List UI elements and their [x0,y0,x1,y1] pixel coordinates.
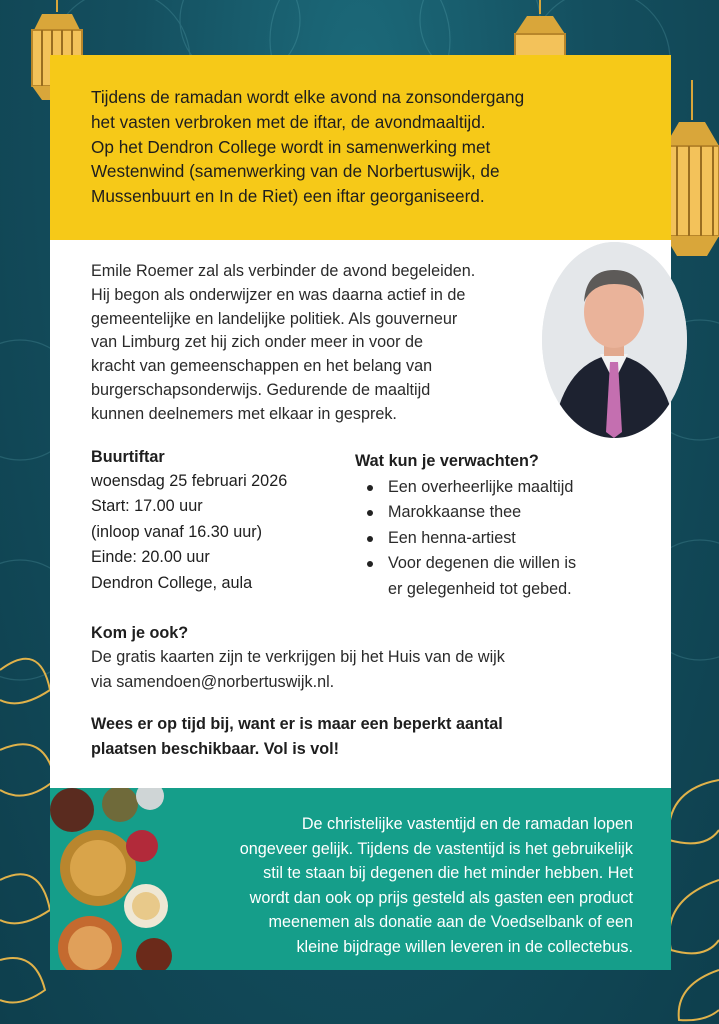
list-item: Marokkaanse thee [355,500,655,526]
bio-line: kunnen deelnemers met elkaar in gesprek. [91,404,397,423]
list-item: Een henna-artiest [355,526,655,552]
event-start: Start: 17.00 uur [91,497,203,516]
lantern-center-icon [505,0,575,60]
info-columns [91,445,671,603]
tickets-text [91,645,651,695]
list-item [355,551,655,602]
tickets-line: via samendoen@norbertuswijk.nl. [91,672,335,691]
footer-line: wordt dan ook op prijs gesteld als gasten een product [249,888,633,907]
event-details [91,445,355,603]
footer-line: kleine bijdrage willen leveren in de collectebus. [296,937,633,956]
intro-line: het vasten verbroken met de iftar, de avondmaaltijd. [91,111,486,132]
tickets-section [91,621,671,695]
footer-text [173,812,633,960]
footer-line: meenemen als donatie aan de Voedselbank of een [268,913,633,932]
lantern-right-icon [665,80,719,270]
intro-line: Tijdens de ramadan wordt elke avond na zonsondergang [91,87,525,107]
bio-line: Hij begon als onderwijzer en was daarna actief in de [91,285,466,304]
bio-line: gemeentelijke en landelijke politiek. Als gouverneur [91,309,458,328]
expect-title: Wat kun je verwachten? [355,451,539,470]
bio-text [91,260,551,427]
event-location: Dendron College, aula [91,573,253,592]
intro-section [50,55,671,240]
intro-line: Op het Dendron College wordt in samenwerking met [91,136,491,157]
footer-line: De christelijke vastentijd en de ramadan lopen [301,815,633,833]
list-item: Een overheerlijke maaltijd [355,475,655,501]
intro-line: Westenwind (samenwerking van de Norbertuswijk, de [91,161,500,182]
notice-text [91,712,651,762]
list-item-line: er gelegenheid tot gebed. [388,579,572,598]
portrait-photo [542,242,687,438]
expect-section [355,445,655,603]
food-photo [50,788,175,970]
event-title: Buurtiftar [91,447,165,466]
event-date: woensdag 25 februari 2026 [91,471,288,490]
event-walkin: (inloop vanaf 16.30 uur) [91,522,262,541]
expect-list [355,475,655,603]
flyer-card [50,55,671,970]
footer-line: ongeveer gelijk. Tijdens de vastentijd is het gebruikelijk [239,839,633,858]
notice-line: Wees er op tijd bij, want er is maar een beperkt aantal [91,714,503,733]
footer-section [50,788,671,970]
tickets-title: Kom je ook? [91,623,189,642]
event-end: Einde: 20.00 uur [91,548,210,567]
bio-line: kracht van gemeenschappen en het belang van [91,357,433,376]
main-section [50,240,671,788]
notice-line: plaatsen beschikbaar. Vol is vol! [91,739,340,758]
list-item-line: Voor degenen die willen is [388,554,577,573]
intro-line: Mussenbuurt en In de Riet) een iftar georganiseerd. [91,186,485,207]
bio-line: burgerschapsonderwijs. Gedurende de maaltijd [91,380,431,399]
bio-line: Emile Roemer zal als verbinder de avond begeleiden. [91,262,476,280]
tickets-line: De gratis kaarten zijn te verkrijgen bij het Huis van de wijk [91,647,505,666]
footer-line: stil te staan bij degenen die het minder hebben. Het [263,864,633,883]
bio-line: van Limburg zet hij zich onder meer in voor de [91,333,424,352]
